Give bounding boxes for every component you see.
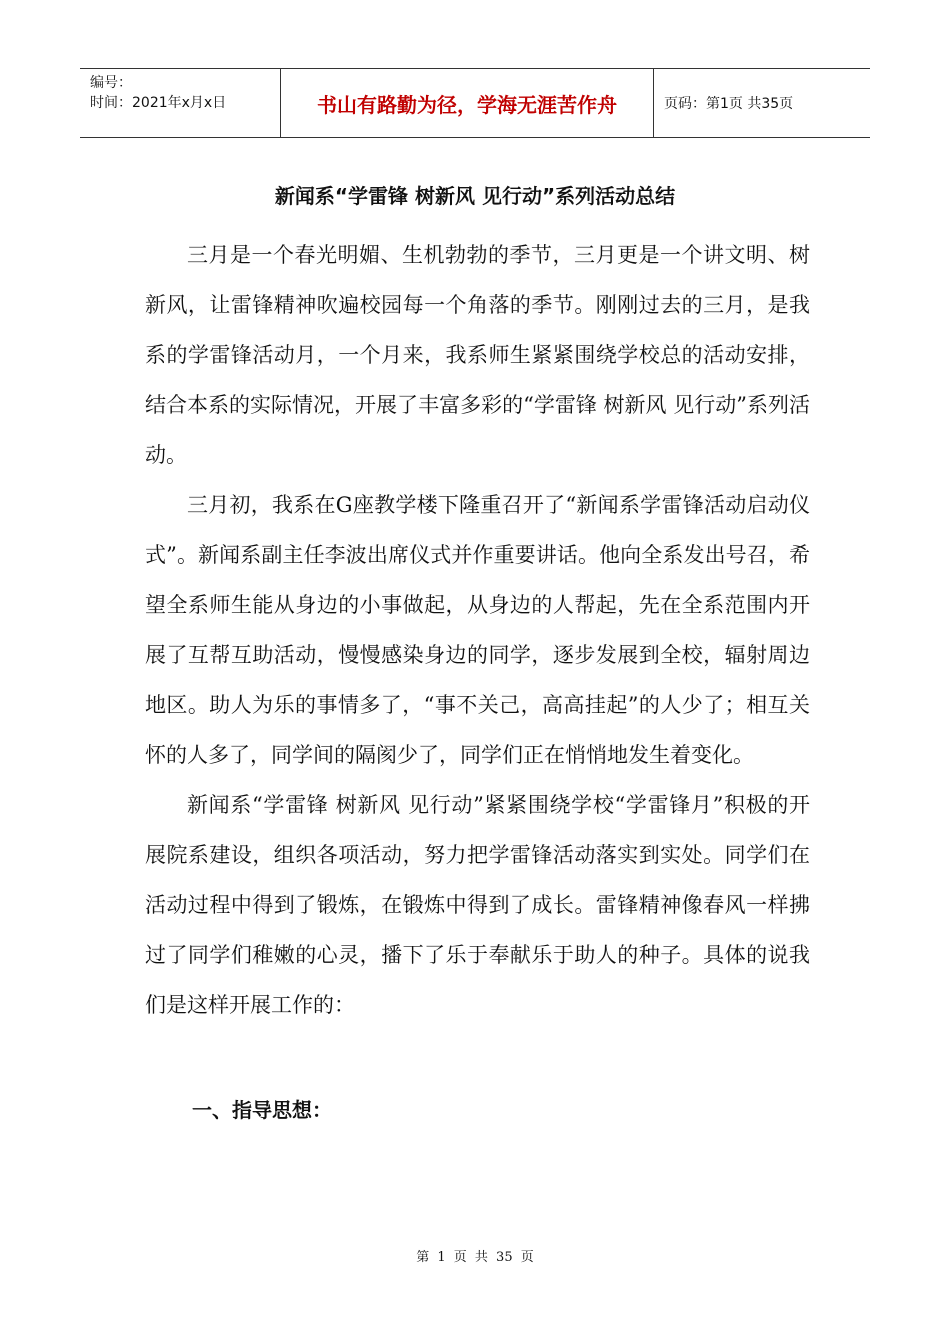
paragraph: 三月初，我系在G座教学楼下隆重召开了“新闻系学雷锋活动启动仪式”。新闻系副主任李波出席仪式并作重要讲话。他向全系发出号召，希望全系师生能从身边的小事做起，从身边的人帮起，先在全系范围内开展了互帮互助活动，慢慢感染身边的同学，逐步发展到全校，辐射周边地区。助人为乐的事情多了，“事不关己，高高挂起”的人少了；相互关怀的人多了，同学间的隔阂少了，同学们正在悄悄地发生着变化。 bbox=[145, 493, 810, 767]
serial-label: 编号： bbox=[90, 75, 132, 91]
document-body bbox=[145, 230, 810, 1030]
paragraph: 新闻系“学雷锋 树新风 见行动”紧紧围绕学校“学雷锋月”积极的开展院系建设，组织各项活动，努力把学雷锋活动落实到实处。同学们在活动过程中得到了锻炼，在锻炼中得到了成长。雷锋精神像春风一样拂过了同学们稚嫩的心灵，播下了乐于奉献乐于助人的种子。具体的说我们是这样开展工作的： bbox=[145, 793, 810, 1017]
page-footer: 第 1 页 共 35 页 bbox=[416, 1250, 534, 1265]
document-title: 新闻系“学雷锋 树新风 见行动”系列活动总结 bbox=[274, 184, 676, 208]
header-page-code: 页码：第1页 共35页 bbox=[664, 96, 794, 112]
document-header bbox=[80, 68, 870, 138]
time-label: 时间：2021年x月x日 bbox=[90, 95, 227, 111]
header-meta bbox=[80, 69, 281, 137]
header-motto: 书山有路勤为径，学海无涯苦作舟 bbox=[281, 69, 654, 137]
section-heading: 一、指导思想： bbox=[192, 1098, 332, 1122]
paragraph: 三月是一个春光明媚、生机勃勃的季节，三月更是一个讲文明、树新风，让雷锋精神吹遍校园每一个角落的季节。刚刚过去的三月，是我系的学雷锋活动月，一个月来，我系师生紧紧围绕学校总的活动安排，结合本系的实际情况，开展了丰富多彩的“学雷锋 树新风 见行动”系列活动。 bbox=[145, 243, 810, 467]
